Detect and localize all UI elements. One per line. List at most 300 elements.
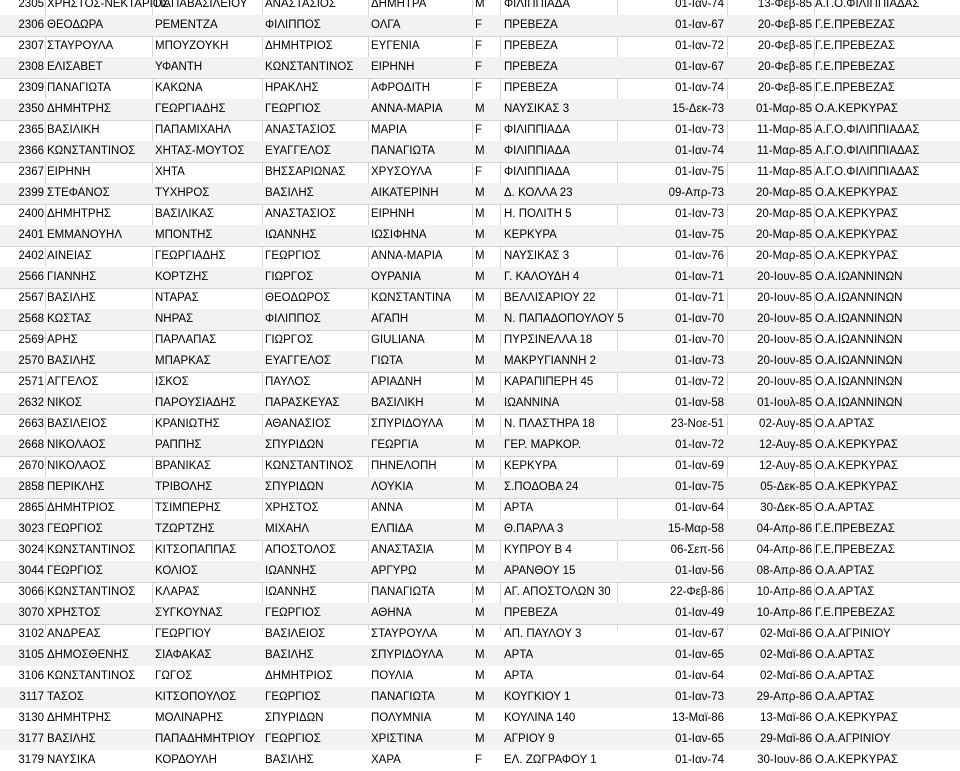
cell-id[interactable]: 2567: [18, 292, 44, 304]
cell-birth-date[interactable]: 01-Ιαν-72: [675, 376, 724, 388]
cell-father-name[interactable]: ΒΑΣΙΛΕΙΟΣ: [265, 628, 326, 640]
cell-father-name[interactable]: ΔΗΜΗΤΡΙΟΣ: [265, 670, 333, 682]
cell-address[interactable]: Δ. ΚΟΛΛΑ 23: [504, 187, 573, 199]
cell-father-name[interactable]: ΑΝΑΣΤΑΣΙΟΣ: [265, 0, 336, 10]
cell-address[interactable]: ΝΑΥΣΙΚΑΣ 3: [504, 103, 570, 115]
cell-father-name[interactable]: ΦΙΛΙΠΠΟΣ: [265, 313, 321, 325]
cell-first-name[interactable]: ΝΙΚΟΛΑΟΣ: [47, 439, 106, 451]
cell-id[interactable]: 3102: [18, 628, 44, 640]
table-row[interactable]: [0, 603, 960, 624]
cell-father-name[interactable]: ΠΑΡΑΣΚΕΥΑΣ: [265, 397, 340, 409]
cell-school[interactable]: Γ.Ε.ΠΡΕΒΕΖΑΣ: [815, 19, 895, 31]
cell-address[interactable]: ΑΠ. ΠΑΥΛΟΥ 3: [504, 628, 582, 640]
table-row[interactable]: [0, 498, 960, 519]
cell-id[interactable]: 2402: [18, 250, 44, 262]
cell-birth-date[interactable]: 01-Ιαν-72: [675, 40, 724, 52]
cell-birth-date[interactable]: 01-Ιαν-75: [675, 481, 724, 493]
cell-id[interactable]: 3024: [18, 544, 44, 556]
cell-father-name[interactable]: ΑΘΑΝΑΣΙΟΣ: [265, 418, 332, 430]
cell-registration-date[interactable]: 10-Απρ-86: [756, 607, 812, 619]
cell-birth-date[interactable]: 22-Φεβ-86: [669, 586, 724, 598]
cell-father-name[interactable]: ΜΙΧΑΗΛ: [265, 523, 310, 535]
cell-father-name[interactable]: ΣΠΥΡΙΔΩΝ: [265, 712, 324, 724]
cell-birth-date[interactable]: 23-Νοε-51: [670, 418, 724, 430]
cell-mother-name[interactable]: ΑΘΗΝΑ: [371, 607, 412, 619]
cell-mother-name[interactable]: ΕΛΠΙΔΑ: [371, 523, 414, 535]
cell-school[interactable]: Α.Γ.Ο.ΦΙΛΙΠΠΙΑΔΑΣ: [815, 124, 920, 136]
cell-id[interactable]: 3106: [18, 670, 44, 682]
table-row[interactable]: [0, 750, 960, 771]
cell-school[interactable]: Ο.Α.ΑΡΤΑΣ: [815, 565, 875, 577]
cell-birth-date[interactable]: 01-Ιαν-72: [675, 439, 724, 451]
cell-birth-date[interactable]: 01-Ιαν-70: [675, 334, 724, 346]
cell-address[interactable]: ΠΡΕΒΕΖΑ: [504, 40, 558, 52]
cell-father-name[interactable]: ΕΥΑΓΓΕΛΟΣ: [265, 145, 331, 157]
table-row[interactable]: [0, 477, 960, 498]
cell-father-name[interactable]: ΑΝΑΣΤΑΣΙΟΣ: [265, 124, 336, 136]
table-row[interactable]: [0, 687, 960, 708]
cell-id[interactable]: 2366: [18, 145, 44, 157]
cell-last-name[interactable]: ΜΟΛΙΝΑΡΗΣ: [155, 712, 224, 724]
cell-mother-name[interactable]: ΑΝΝΑ-ΜΑΡΙΑ: [371, 250, 443, 262]
cell-birth-date[interactable]: 01-Ιαν-76: [675, 250, 724, 262]
cell-mother-name[interactable]: ΛΟΥΚΙΑ: [371, 481, 414, 493]
cell-last-name[interactable]: ΚΙΤΣΟΠΑΠΠΑΣ: [155, 544, 237, 556]
cell-sex[interactable]: M: [475, 208, 485, 220]
cell-mother-name[interactable]: ΓΙΩΤΑ: [371, 355, 403, 367]
cell-last-name[interactable]: ΝΤΑΡΑΣ: [155, 292, 199, 304]
cell-father-name[interactable]: ΓΙΩΡΓΟΣ: [265, 271, 314, 283]
cell-mother-name[interactable]: ΧΡΙΣΤΙΝΑ: [371, 733, 423, 745]
cell-sex[interactable]: M: [475, 565, 485, 577]
cell-first-name[interactable]: ΑΝΔΡΕΑΣ: [47, 628, 101, 640]
cell-registration-date[interactable]: 20-Ιουν-85: [757, 271, 812, 283]
cell-mother-name[interactable]: ΣΤΑΥΡΟΥΛΑ: [371, 628, 438, 640]
cell-last-name[interactable]: ΚΟΡΔΟΥΛΗ: [155, 754, 217, 766]
table-row[interactable]: [0, 309, 960, 330]
cell-school[interactable]: Ο.Α.ΑΓΡΙΝΙΟΥ: [815, 733, 891, 745]
cell-birth-date[interactable]: 15-Δεκ-73: [672, 103, 724, 115]
cell-last-name[interactable]: ΓΕΩΡΓΙΑΔΗΣ: [155, 250, 226, 262]
cell-first-name[interactable]: ΣΤΑΥΡΟΥΛΑ: [47, 40, 114, 52]
cell-id[interactable]: 2571: [18, 376, 44, 388]
cell-first-name[interactable]: ΚΩΣΤΑΣ: [47, 313, 92, 325]
cell-school[interactable]: Ο.Α.ΑΡΤΑΣ: [815, 649, 875, 661]
cell-birth-date[interactable]: 01-Ιαν-71: [675, 271, 724, 283]
cell-address[interactable]: ΚΟΥΓΚΙΟΥ 1: [504, 691, 571, 703]
cell-sex[interactable]: M: [475, 523, 485, 535]
cell-id[interactable]: 2307: [18, 40, 44, 52]
cell-registration-date[interactable]: 04-Απρ-86: [756, 523, 812, 535]
cell-last-name[interactable]: ΧΗΤΑ: [155, 166, 185, 178]
cell-sex[interactable]: F: [475, 61, 483, 73]
cell-sex[interactable]: M: [475, 712, 485, 724]
cell-mother-name[interactable]: ΑΝΝΑ: [371, 502, 403, 514]
cell-sex[interactable]: F: [475, 754, 483, 766]
cell-address[interactable]: Γ. ΚΑΛΟΥΔΗ 4: [504, 271, 580, 283]
cell-birth-date[interactable]: 01-Ιαν-49: [675, 607, 724, 619]
table-row[interactable]: [0, 393, 960, 414]
cell-school[interactable]: Ο.Α.ΙΩΑΝΝΙΝΩΝ: [815, 376, 903, 388]
cell-school[interactable]: Ο.Α.ΚΕΡΚΥΡΑΣ: [815, 460, 898, 472]
cell-address[interactable]: ΓΕΡ. ΜΑΡΚΟΡ.: [504, 439, 582, 451]
cell-address[interactable]: ΑΡΤΑ: [504, 670, 534, 682]
cell-id[interactable]: 2858: [18, 481, 44, 493]
cell-father-name[interactable]: ΚΩΝΣΤΑΝΤΙΝΟΣ: [265, 61, 354, 73]
cell-mother-name[interactable]: ΑΡΙΑΔΝΗ: [371, 376, 422, 388]
cell-last-name[interactable]: ΒΑΣΙΛΙΚΑΣ: [155, 208, 214, 220]
cell-registration-date[interactable]: 02-Αυγ-85: [759, 418, 812, 430]
cell-last-name[interactable]: ΣΙΑΦΑΚΑΣ: [155, 649, 212, 661]
cell-birth-date[interactable]: 01-Ιαν-67: [675, 19, 724, 31]
cell-father-name[interactable]: ΣΠΥΡΙΔΩΝ: [265, 439, 324, 451]
cell-id[interactable]: 3044: [18, 565, 44, 577]
table-row[interactable]: [0, 456, 960, 477]
cell-registration-date[interactable]: 02-Μαϊ-86: [759, 649, 812, 661]
cell-sex[interactable]: M: [475, 103, 485, 115]
cell-school[interactable]: Ο.Α.ΚΕΡΚΥΡΑΣ: [815, 754, 898, 766]
cell-school[interactable]: Ο.Α.ΙΩΑΝΝΙΝΩΝ: [815, 334, 903, 346]
cell-address[interactable]: ΒΕΛΛΙΣΑΡΙΟΥ 22: [504, 292, 596, 304]
cell-id[interactable]: 2670: [18, 460, 44, 472]
cell-id[interactable]: 2367: [18, 166, 44, 178]
cell-school[interactable]: Ο.Α.ΚΕΡΚΥΡΑΣ: [815, 250, 898, 262]
cell-sex[interactable]: M: [475, 397, 485, 409]
cell-id[interactable]: 2566: [18, 271, 44, 283]
cell-address[interactable]: ΜΑΚΡΥΓΙΑΝΝΗ 2: [504, 355, 596, 367]
cell-father-name[interactable]: ΙΩΑΝΝΗΣ: [265, 565, 317, 577]
cell-first-name[interactable]: ΓΕΩΡΓΙΟΣ: [47, 523, 103, 535]
cell-address[interactable]: ΚΟΥΛΙΝΑ 140: [504, 712, 576, 724]
cell-last-name[interactable]: ΤΥΧΗΡΟΣ: [155, 187, 210, 199]
table-row[interactable]: [0, 708, 960, 729]
cell-school[interactable]: Γ.Ε.ΠΡΕΒΕΖΑΣ: [815, 82, 895, 94]
cell-first-name[interactable]: ΕΙΡΗΝΗ: [47, 166, 91, 178]
cell-father-name[interactable]: ΦΙΛΙΠΠΟΣ: [265, 19, 321, 31]
cell-first-name[interactable]: ΓΙΑΝΝΗΣ: [47, 271, 97, 283]
cell-first-name[interactable]: ΔΗΜΗΤΡΙΟΣ: [47, 502, 115, 514]
table-row[interactable]: [0, 57, 960, 78]
cell-address[interactable]: Η. ΠΟΛΙΤΗ 5: [504, 208, 572, 220]
cell-sex[interactable]: M: [475, 229, 485, 241]
table-row[interactable]: [0, 519, 960, 540]
cell-birth-date[interactable]: 01-Ιαν-71: [675, 292, 724, 304]
cell-address[interactable]: ΙΩΑΝΝΙΝΑ: [504, 397, 560, 409]
cell-address[interactable]: ΦΙΛΙΠΠΙΑΔΑ: [504, 0, 571, 10]
cell-first-name[interactable]: ΕΛΙΣΑΒΕΤ: [47, 61, 103, 73]
cell-birth-date[interactable]: 01-Ιαν-58: [675, 397, 724, 409]
cell-id[interactable]: 2569: [18, 334, 44, 346]
cell-birth-date[interactable]: 01-Ιαν-74: [675, 0, 724, 10]
cell-id[interactable]: 2308: [18, 61, 44, 73]
cell-school[interactable]: Ο.Α.ΚΕΡΚΥΡΑΣ: [815, 439, 898, 451]
cell-registration-date[interactable]: 29-Μαϊ-86: [759, 733, 812, 745]
cell-school[interactable]: Γ.Ε.ΠΡΕΒΕΖΑΣ: [815, 607, 895, 619]
table-row[interactable]: [0, 267, 960, 288]
table-row[interactable]: [0, 666, 960, 687]
cell-registration-date[interactable]: 01-Ιουλ-85: [757, 397, 812, 409]
table-row[interactable]: [0, 120, 960, 141]
cell-sex[interactable]: F: [475, 166, 483, 178]
cell-last-name[interactable]: ΥΦΑΝΤΗ: [155, 61, 203, 73]
cell-school[interactable]: Ο.Α.ΚΕΡΚΥΡΑΣ: [815, 481, 898, 493]
cell-id[interactable]: 2399: [18, 187, 44, 199]
cell-last-name[interactable]: ΜΠΟΝΤΗΣ: [155, 229, 213, 241]
cell-sex[interactable]: M: [475, 607, 485, 619]
cell-first-name[interactable]: ΒΑΣΙΛΗΣ: [47, 733, 96, 745]
cell-address[interactable]: ΠΡΕΒΕΖΑ: [504, 61, 558, 73]
cell-birth-date[interactable]: 06-Σεπ-56: [670, 544, 724, 556]
table-row[interactable]: [0, 78, 960, 99]
cell-birth-date[interactable]: 01-Ιαν-73: [675, 355, 724, 367]
cell-father-name[interactable]: ΓΕΩΡΓΙΟΣ: [265, 250, 321, 262]
cell-registration-date[interactable]: 13-Φεβ-85: [757, 0, 812, 10]
cell-registration-date[interactable]: 30-Ιουν-86: [757, 754, 812, 766]
cell-address[interactable]: ΚΥΠΡΟΥ Β 4: [504, 544, 572, 556]
cell-mother-name[interactable]: ΠΗΝΕΛΟΠΗ: [371, 460, 437, 472]
cell-last-name[interactable]: ΜΠΟΥΖΟΥΚΗ: [155, 40, 229, 52]
cell-last-name[interactable]: ΓΩΓΟΣ: [155, 670, 193, 682]
cell-sex[interactable]: F: [475, 19, 483, 31]
cell-first-name[interactable]: ΒΑΣΙΛΕΙΟΣ: [47, 418, 108, 430]
cell-first-name[interactable]: ΓΕΩΡΓΙΟΣ: [47, 565, 103, 577]
cell-school[interactable]: Ο.Α.ΚΕΡΚΥΡΑΣ: [815, 187, 898, 199]
table-row[interactable]: [0, 561, 960, 582]
cell-mother-name[interactable]: ΕΥΓΕΝΙΑ: [371, 40, 420, 52]
cell-first-name[interactable]: ΚΩΝΣΤΑΝΤΙΝΟΣ: [47, 586, 136, 598]
cell-id[interactable]: 2668: [18, 439, 44, 451]
cell-id[interactable]: 2309: [18, 82, 44, 94]
cell-birth-date[interactable]: 01-Ιαν-74: [675, 145, 724, 157]
cell-mother-name[interactable]: ΠΟΛΥΜΝΙΑ: [371, 712, 432, 724]
table-row[interactable]: [0, 645, 960, 666]
cell-last-name[interactable]: ΠΑΠΑΒΑΣΙΛΕΙΟΥ: [155, 0, 248, 10]
cell-school[interactable]: Γ.Ε.ΠΡΕΒΕΖΑΣ: [815, 544, 895, 556]
cell-mother-name[interactable]: ΑΡΓΥΡΩ: [371, 565, 417, 577]
cell-father-name[interactable]: ΒΑΣΙΛΗΣ: [265, 754, 314, 766]
cell-registration-date[interactable]: 20-Φεβ-85: [757, 61, 812, 73]
cell-sex[interactable]: M: [475, 376, 485, 388]
cell-registration-date[interactable]: 04-Απρ-86: [756, 544, 812, 556]
cell-school[interactable]: Ο.Α.ΑΡΤΑΣ: [815, 691, 875, 703]
table-row[interactable]: [0, 624, 960, 645]
table-row[interactable]: [0, 414, 960, 435]
cell-registration-date[interactable]: 29-Απρ-86: [756, 691, 812, 703]
cell-sex[interactable]: M: [475, 187, 485, 199]
cell-registration-date[interactable]: 12-Αυγ-85: [759, 439, 812, 451]
table-row[interactable]: [0, 351, 960, 372]
cell-mother-name[interactable]: ΙΩΣΙΦΗΝΑ: [371, 229, 427, 241]
cell-father-name[interactable]: ΣΠΥΡΙΔΩΝ: [265, 481, 324, 493]
cell-father-name[interactable]: ΠΑΥΛΟΣ: [265, 376, 311, 388]
cell-address[interactable]: ΠΡΕΒΕΖΑ: [504, 82, 558, 94]
cell-first-name[interactable]: ΔΗΜΗΤΡΗΣ: [47, 103, 111, 115]
cell-address[interactable]: ΦΙΛΙΠΠΙΑΔΑ: [504, 145, 571, 157]
cell-school[interactable]: Ο.Α.ΚΕΡΚΥΡΑΣ: [815, 229, 898, 241]
cell-registration-date[interactable]: 20-Μαρ-85: [755, 208, 812, 220]
cell-first-name[interactable]: ΠΑΝΑΓΙΩΤΑ: [47, 82, 111, 94]
cell-school[interactable]: Γ.Ε.ΠΡΕΒΕΖΑΣ: [815, 61, 895, 73]
cell-father-name[interactable]: ΓΕΩΡΓΙΟΣ: [265, 691, 321, 703]
cell-birth-date[interactable]: 01-Ιαν-73: [675, 124, 724, 136]
table-row[interactable]: [0, 246, 960, 267]
cell-last-name[interactable]: ΓΕΩΡΓΙΟΥ: [155, 628, 212, 640]
cell-birth-date[interactable]: 01-Ιαν-65: [675, 649, 724, 661]
cell-first-name[interactable]: ΝΑΥΣΙΚΑ: [47, 754, 96, 766]
cell-id[interactable]: 2570: [18, 355, 44, 367]
cell-address[interactable]: Θ.ΠΑΡΛΑ 3: [504, 523, 564, 535]
cell-mother-name[interactable]: ΠΟΥΛΙΑ: [371, 670, 414, 682]
cell-mother-name[interactable]: ΠΑΝΑΓΙΩΤΑ: [371, 145, 435, 157]
table-row[interactable]: [0, 372, 960, 393]
cell-id[interactable]: 3130: [18, 712, 44, 724]
cell-last-name[interactable]: ΚΛΑΡΑΣ: [155, 586, 200, 598]
cell-birth-date[interactable]: 01-Ιαν-64: [675, 670, 724, 682]
cell-school[interactable]: Ο.Α.ΑΡΤΑΣ: [815, 670, 875, 682]
cell-school[interactable]: Ο.Α.ΚΕΡΚΥΡΑΣ: [815, 712, 898, 724]
table-row[interactable]: [0, 582, 960, 603]
cell-mother-name[interactable]: ΚΩΝΣΤΑΝΤΙΝΑ: [371, 292, 452, 304]
cell-school[interactable]: Ο.Α.ΙΩΑΝΝΙΝΩΝ: [815, 397, 903, 409]
cell-mother-name[interactable]: ΓΕΩΡΓΙΑ: [371, 439, 419, 451]
cell-registration-date[interactable]: 11-Μαρ-85: [756, 145, 812, 157]
cell-first-name[interactable]: ΔΗΜΟΣΘΕΝΗΣ: [47, 649, 129, 661]
cell-mother-name[interactable]: ΑΝΑΣΤΑΣΙΑ: [371, 544, 434, 556]
cell-address[interactable]: ΚΑΡΑΠΙΠΕΡΗ 45: [504, 376, 594, 388]
cell-first-name[interactable]: ΑΓΓΕΛΟΣ: [47, 376, 99, 388]
cell-first-name[interactable]: ΧΡΗΣΤΟΣ: [47, 607, 101, 619]
cell-first-name[interactable]: ΑΡΗΣ: [47, 334, 78, 346]
cell-address[interactable]: ΝΑΥΣΙΚΑΣ 3: [504, 250, 570, 262]
cell-last-name[interactable]: ΣΥΓΚΟΥΝΑΣ: [155, 607, 223, 619]
cell-first-name[interactable]: ΚΩΝΣΤΑΝΤΙΝΟΣ: [47, 145, 136, 157]
cell-registration-date[interactable]: 20-Ιουν-85: [757, 334, 812, 346]
cell-registration-date[interactable]: 20-Μαρ-85: [755, 229, 812, 241]
cell-birth-date[interactable]: 01-Ιαν-64: [675, 502, 724, 514]
cell-address[interactable]: ΚΕΡΚΥΡΑ: [504, 460, 557, 472]
cell-sex[interactable]: M: [475, 313, 485, 325]
cell-sex[interactable]: M: [475, 0, 485, 10]
cell-id[interactable]: 3117: [19, 691, 44, 703]
cell-father-name[interactable]: ΒΗΣΣΑΡΙΩΝΑΣ: [265, 166, 346, 178]
cell-father-name[interactable]: ΘΕΟΔΩΡΟΣ: [265, 292, 331, 304]
cell-school[interactable]: Ο.Α.ΑΓΡΙΝΙΟΥ: [815, 628, 891, 640]
cell-last-name[interactable]: ΒΡΑΝΙΚΑΣ: [155, 460, 212, 472]
cell-mother-name[interactable]: ΣΠΥΡΙΔΟΥΛΑ: [371, 418, 444, 430]
cell-address[interactable]: ΚΕΡΚΥΡΑ: [504, 229, 557, 241]
cell-address[interactable]: ΦΙΛΙΠΠΙΑΔΑ: [504, 124, 571, 136]
cell-last-name[interactable]: ΚΑΚΩΝΑ: [155, 82, 203, 94]
cell-registration-date[interactable]: 20-Ιουν-85: [757, 292, 812, 304]
cell-id[interactable]: 2305: [18, 0, 44, 10]
cell-first-name[interactable]: ΒΑΣΙΛΗΣ: [47, 292, 96, 304]
cell-id[interactable]: 2865: [18, 502, 44, 514]
cell-birth-date[interactable]: 01-Ιαν-56: [675, 565, 724, 577]
cell-mother-name[interactable]: GIULIANA: [371, 334, 425, 346]
cell-sex[interactable]: M: [475, 481, 485, 493]
cell-id[interactable]: 2350: [18, 103, 44, 115]
cell-sex[interactable]: M: [475, 439, 485, 451]
cell-school[interactable]: Ο.Α.ΙΩΑΝΝΙΝΩΝ: [815, 292, 903, 304]
cell-mother-name[interactable]: ΒΑΣΙΛΙΚΗ: [371, 397, 424, 409]
cell-school[interactable]: Ο.Α.ΙΩΑΝΝΙΝΩΝ: [815, 271, 903, 283]
table-row[interactable]: [0, 183, 960, 204]
cell-school[interactable]: Γ.Ε.ΠΡΕΒΕΖΑΣ: [815, 523, 895, 535]
cell-last-name[interactable]: ΚΡΑΝΙΩΤΗΣ: [155, 418, 220, 430]
cell-birth-date[interactable]: 01-Ιαν-75: [675, 166, 724, 178]
cell-school[interactable]: Ο.Α.ΚΕΡΚΥΡΑΣ: [815, 103, 898, 115]
cell-birth-date[interactable]: 01-Ιαν-75: [675, 229, 724, 241]
table-row[interactable]: [0, 288, 960, 309]
cell-mother-name[interactable]: ΧΑΡΑ: [371, 754, 401, 766]
cell-father-name[interactable]: ΗΡΑΚΛΗΣ: [265, 82, 319, 94]
cell-registration-date[interactable]: 08-Απρ-86: [756, 565, 812, 577]
cell-first-name[interactable]: ΘΕΟΔΩΡΑ: [47, 19, 104, 31]
table-row[interactable]: [0, 729, 960, 750]
table-row[interactable]: [0, 330, 960, 351]
cell-school[interactable]: Α.Γ.Ο.ΦΙΛΙΠΠΙΑΔΑΣ: [815, 145, 920, 157]
cell-last-name[interactable]: ΡΕΜΕΝΤΖΑ: [155, 19, 218, 31]
table-row[interactable]: [0, 15, 960, 36]
cell-father-name[interactable]: ΑΠΟΣΤΟΛΟΣ: [265, 544, 337, 556]
cell-father-name[interactable]: ΔΗΜΗΤΡΙΟΣ: [265, 40, 333, 52]
cell-sex[interactable]: M: [475, 586, 485, 598]
cell-registration-date[interactable]: 05-Δεκ-85: [760, 481, 812, 493]
cell-registration-date[interactable]: 20-Φεβ-85: [757, 19, 812, 31]
cell-last-name[interactable]: ΤΡΙΒΟΛΗΣ: [155, 481, 213, 493]
cell-school[interactable]: Ο.Α.ΙΩΑΝΝΙΝΩΝ: [815, 313, 903, 325]
cell-first-name[interactable]: ΣΤΕΦΑΝΟΣ: [47, 187, 110, 199]
cell-registration-date[interactable]: 01-Μαρ-85: [755, 103, 812, 115]
cell-father-name[interactable]: ΓΙΩΡΓΟΣ: [265, 334, 314, 346]
cell-registration-date[interactable]: 30-Δεκ-85: [760, 502, 812, 514]
cell-registration-date[interactable]: 12-Αυγ-85: [759, 460, 812, 472]
cell-address[interactable]: ΑΡΤΑ: [504, 502, 534, 514]
cell-school[interactable]: Ο.Α.ΑΡΤΑΣ: [815, 502, 875, 514]
cell-first-name[interactable]: ΤΑΣΟΣ: [47, 691, 85, 703]
cell-address[interactable]: Σ.ΠΟΔΟΒΑ 24: [504, 481, 579, 493]
cell-last-name[interactable]: ΤΖΩΡΤΖΗΣ: [155, 523, 215, 535]
cell-sex[interactable]: M: [475, 334, 485, 346]
cell-registration-date[interactable]: 11-Μαρ-85: [756, 124, 812, 136]
cell-school[interactable]: Ο.Α.ΑΡΤΑΣ: [815, 418, 875, 430]
cell-id[interactable]: 2400: [18, 208, 44, 220]
cell-last-name[interactable]: ΠΑΡΛΑΠΑΣ: [155, 334, 217, 346]
cell-school[interactable]: Α.Γ.Ο.ΦΙΛΙΠΠΙΑΔΑΣ: [815, 166, 920, 178]
cell-address[interactable]: ΑΡΑΝΘΟΥ 15: [504, 565, 576, 577]
cell-school[interactable]: Ο.Α.ΙΩΑΝΝΙΝΩΝ: [815, 355, 903, 367]
cell-last-name[interactable]: ΠΑΡΟΥΣΙΑΔΗΣ: [155, 397, 236, 409]
cell-mother-name[interactable]: ΕΙΡΗΝΗ: [371, 61, 415, 73]
cell-birth-date[interactable]: 13-Μαϊ-86: [671, 712, 724, 724]
cell-sex[interactable]: M: [475, 292, 485, 304]
cell-last-name[interactable]: ΝΗΡΑΣ: [155, 313, 194, 325]
cell-mother-name[interactable]: ΑΓΑΠΗ: [371, 313, 409, 325]
cell-sex[interactable]: M: [475, 502, 485, 514]
cell-first-name[interactable]: ΝΙΚΟΛΑΟΣ: [47, 460, 106, 472]
cell-address[interactable]: ΑΓΡΙΟΥ 9: [504, 733, 555, 745]
cell-registration-date[interactable]: 11-Μαρ-85: [756, 166, 812, 178]
cell-id[interactable]: 2306: [18, 19, 44, 31]
cell-last-name[interactable]: ΚΙΤΣΟΠΟΥΛΟΣ: [155, 691, 237, 703]
cell-father-name[interactable]: ΓΕΩΡΓΙΟΣ: [265, 607, 321, 619]
cell-first-name[interactable]: ΠΕΡΙΚΛΗΣ: [47, 481, 105, 493]
cell-address[interactable]: Ν. ΠΛΑΣΤΗΡΑ 18: [504, 418, 595, 430]
cell-registration-date[interactable]: 10-Απρ-86: [756, 586, 812, 598]
cell-father-name[interactable]: ΓΕΩΡΓΙΟΣ: [265, 103, 321, 115]
cell-mother-name[interactable]: ΣΠΥΡΙΔΟΥΛΑ: [371, 649, 444, 661]
cell-birth-date[interactable]: 01-Ιαν-73: [675, 691, 724, 703]
